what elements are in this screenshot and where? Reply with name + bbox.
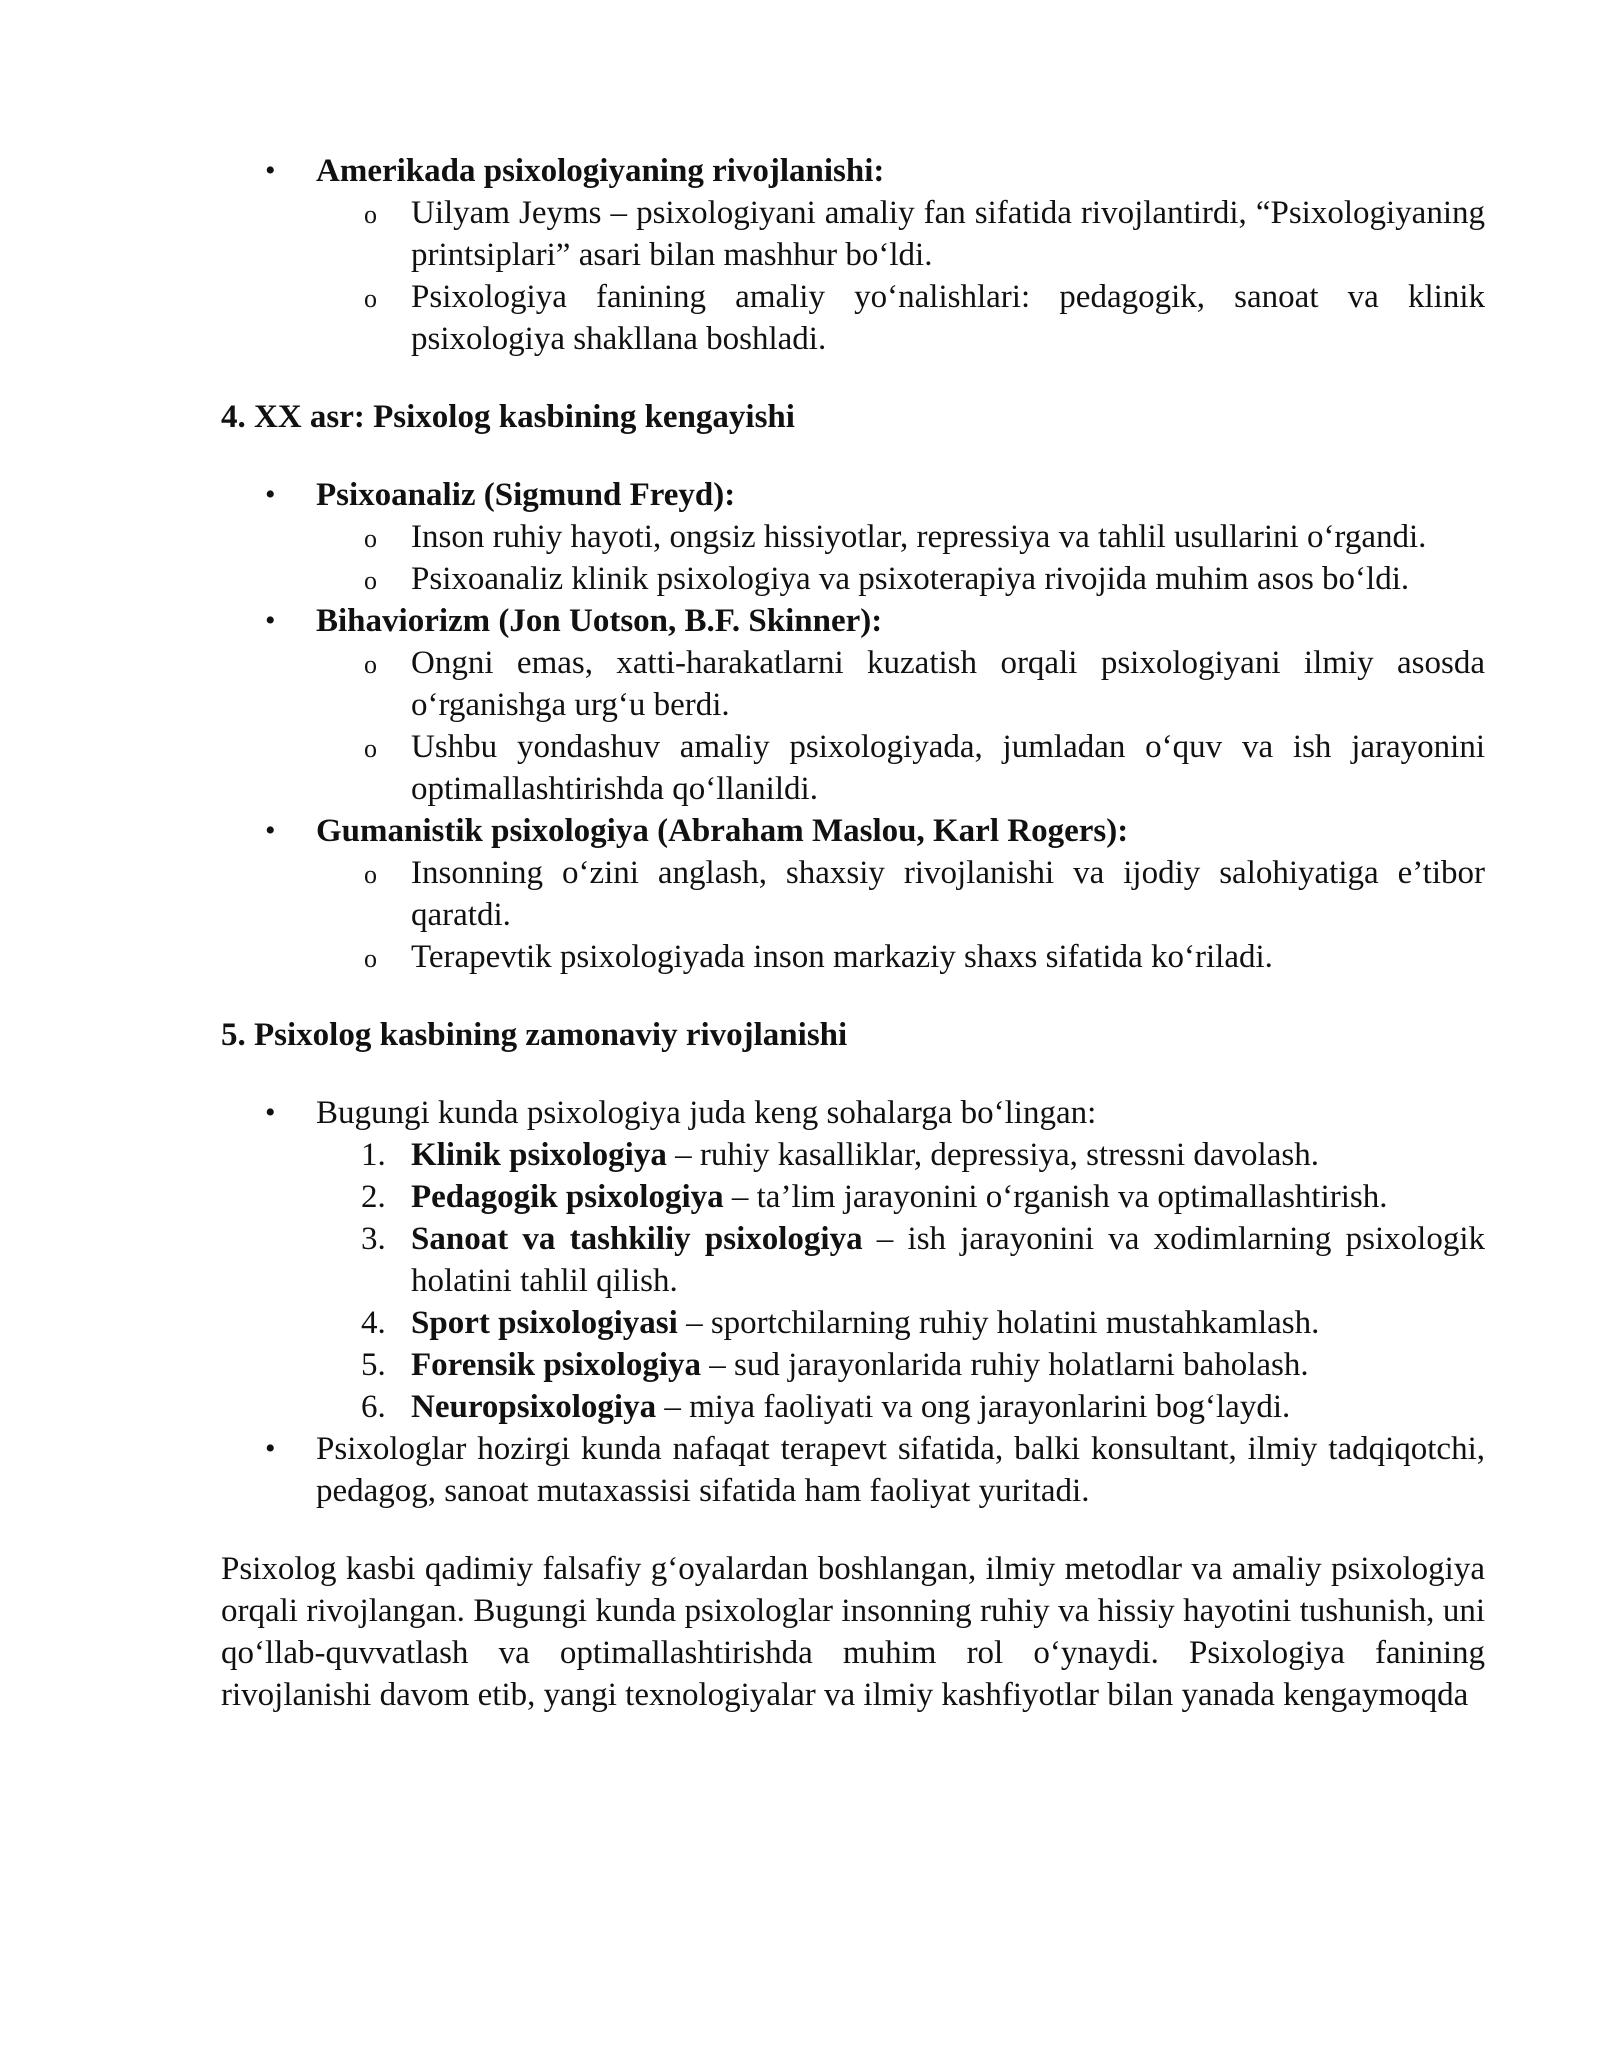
bullet-icon: •: [265, 1432, 276, 1465]
numbered-item: 6. Neuropsixologiya – miya faoliyati va ong jarayonlarini bog‘laydi.: [361, 1389, 1291, 1425]
numbered-item: 1. Klinik psixologiya – ruhiy kasalliklar, depressiya, stressni davolash.: [361, 1137, 1319, 1173]
bullet-text: Bugungi kunda psixologiya juda keng sohalarga bo‘lingan:: [316, 1095, 1097, 1131]
section4-list: [221, 474, 1485, 978]
bullet-item: [221, 150, 1485, 360]
bullet-title: Bihaviorizm (Jon Uotson, B.F. Skinner):: [316, 603, 883, 639]
circle-bullet-icon: o: [364, 860, 377, 889]
section-heading: 4. XX asr: Psixolog kasbining kengayishi: [221, 399, 795, 435]
numbered-item: 5. Forensik psixologiya – sud jarayonlarida ruhiy holatlarni baholash.: [361, 1347, 1309, 1383]
bullet-item: [221, 1428, 1485, 1512]
numbered-item: 4. Sport psixologiyasi – sportchilarning ruhiy holatini mustahkamlash.: [361, 1305, 1320, 1341]
circle-bullet-icon: o: [364, 524, 377, 553]
numbered-item: 2. Pedagogik psixologiya – ta’lim jarayonini o‘rganish va optimallashtirish.: [361, 1179, 1388, 1215]
bullet-item: [221, 600, 1485, 810]
sub-item: o Ushbu yondashuv amaliy psixologiyada, jumladan o‘quv va ish jarayonini optimallashtirishda qo‘llanildi.: [364, 729, 1485, 807]
bullet-icon: •: [265, 1096, 276, 1129]
sub-item: o Psixologiya fanining amaliy yo‘nalishlari: pedagogik, sanoat va klinik psixologiya shakllana boshladi.: [364, 279, 1485, 357]
bullet-item: [221, 474, 1485, 600]
section-heading: 5. Psixolog kasbining zamonaviy rivojlanishi: [221, 1017, 848, 1053]
numbered-item: 3. Sanoat va tashkiliy psixologiya – ish jarayonini va xodimlarning psixologik holatini tahlil qilish.: [361, 1221, 1485, 1299]
us-section: [221, 150, 1485, 360]
conclusion-paragraph: Psixolog kasbi qadimiy falsafiy g‘oyalardan boshlangan, ilmiy metodlar va amaliy psixologiya orqali rivojlangan. Bugungi kunda psixologlar insonning ruhiy va hissiy hayotini tushunish, uni qo‘llab-quvvatlash va optimallashtirishda muhim rol o‘ynaydi. Psixologiya fanining rivojlanishi davom etib, yangi texnologiyalar va ilmiy kashfiyotlar bilan yanada kengaymoqda: [221, 1551, 1485, 1713]
sub-item: o Ongni emas, xatti-harakatlarni kuzatish orqali psixologiyani ilmiy asosda o‘rganishga urg‘u berdi.: [364, 645, 1485, 723]
bullet-icon: •: [265, 814, 276, 847]
bullet-text: Psixologlar hozirgi kunda nafaqat terapevt sifatida, balki konsultant, ilmiy tadqiqotchi, pedagog, sanoat mutaxassisi sifatida ham faoliyat yuritadi.: [316, 1431, 1485, 1509]
bullet-title: Amerikada psixologiyaning rivojlanishi:: [316, 153, 885, 189]
bullet-title: Psixoanaliz (Sigmund Freyd):: [316, 477, 736, 513]
bullet-icon: •: [265, 154, 276, 187]
document-page: [221, 150, 1485, 1749]
bullet-icon: •: [265, 478, 276, 511]
bullet-icon: •: [265, 604, 276, 637]
sub-item: o Psixoanaliz klinik psixologiya va psixoterapiya rivojida muhim asos bo‘ldi.: [221, 558, 1485, 600]
bullet-item: [221, 1092, 1485, 1428]
circle-bullet-icon: o: [364, 566, 377, 595]
sub-item: o Terapevtik psixologiyada inson markaziy shaxs sifatida ko‘riladi.: [221, 936, 1485, 978]
circle-bullet-icon: o: [364, 944, 377, 973]
circle-bullet-icon: o: [364, 284, 377, 313]
sub-item: o Insonning o‘zini anglash, shaxsiy rivojlanishi va ijodiy salohiyatiga e’tibor qaratdi.: [364, 855, 1485, 933]
bullet-item: [221, 810, 1485, 978]
sub-item: o Inson ruhiy hayoti, ongsiz hissiyotlar, repressiya va tahlil usullarini o‘rgandi.: [221, 516, 1485, 558]
bullet-title: Gumanistik psixologiya (Abraham Maslou, Karl Rogers):: [316, 813, 1129, 849]
circle-bullet-icon: o: [364, 734, 377, 763]
sub-item: o Uilyam Jeyms – psixologiyani amaliy fan sifatida rivojlantirdi, “Psixologiyaning printsiplari” asari bilan mashhur bo‘ldi.: [364, 195, 1485, 273]
circle-bullet-icon: o: [364, 200, 377, 229]
circle-bullet-icon: o: [364, 650, 377, 679]
section5-list: [221, 1092, 1485, 1512]
